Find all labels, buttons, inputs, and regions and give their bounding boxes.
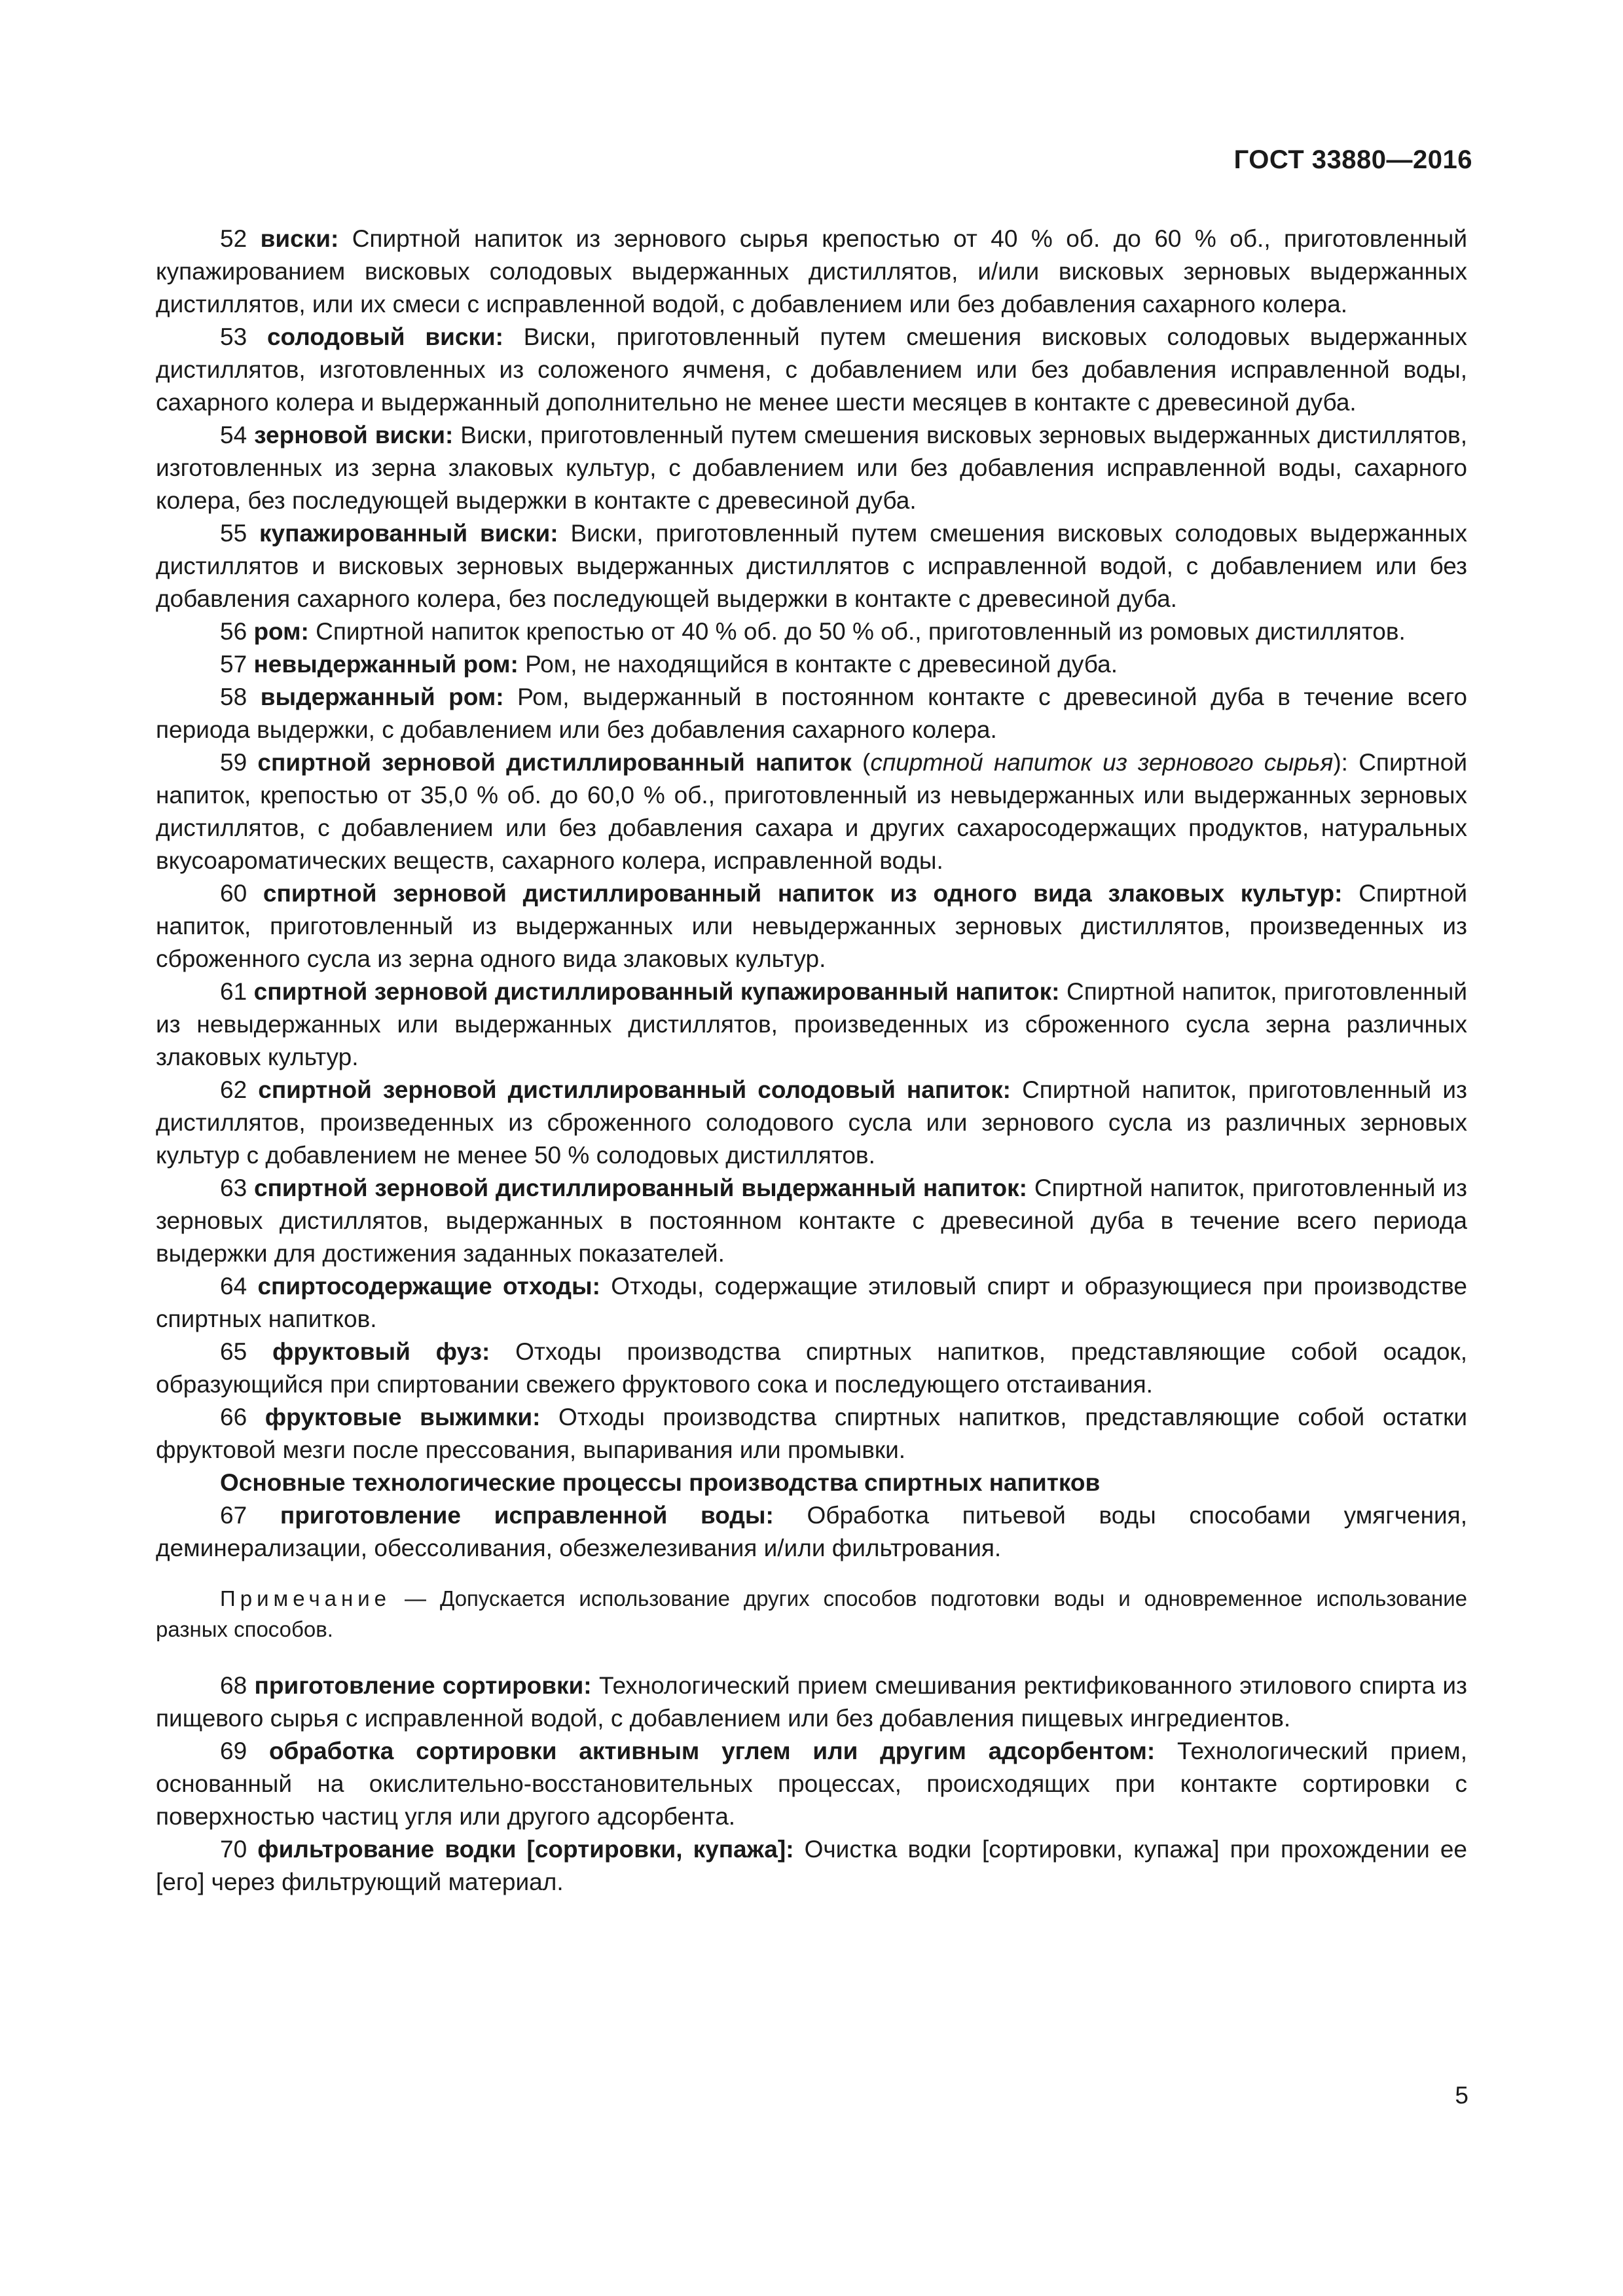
page-number: 5 (1455, 2082, 1468, 2109)
term: ром: (253, 618, 309, 645)
term: фруктовый фуз: (272, 1338, 490, 1365)
term: купажированный виски: (259, 520, 558, 547)
term: невыдержанный ром: (253, 651, 519, 678)
section-heading: Основные технологические процессы производства спиртных напитков (220, 1469, 1101, 1496)
term: спиртосодержащие отходы: (257, 1273, 600, 1300)
term-entry-55: 55 купажированный виски: Виски, приготовленный путем смешения висковых солодовых выдержанных дистиллятов и висковых зерновых выдержанных дистиллятов с исправленной водой, с добавлением или без добавления сахарного колера, без последующей выдержки в контакте с древесиной дуба. (156, 520, 1468, 612)
term: обработка сортировки активным углем или другим адсорбентом: (268, 1738, 1156, 1764)
term: спиртной зерновой дистиллированный напиток из одного вида злаковых культур: (263, 880, 1343, 907)
term-entry-53: 53 солодовый виски: Виски, приготовленный путем смешения висковых солодовых выдержанных дистиллятов, изготовленных из соложеного ячменя, с добавлением или без добавления исправленной воды, сахарного колера и выдержанный дополнительно не менее шести месяцев в контакте с древесиной дуба. (156, 323, 1467, 416)
term-entry-54: 54 зерновой виски: Виски, приготовленный путем смешения висковых зерновых выдержанных дистиллятов, изготовленных из зерна злаковых культур, с добавлением или без добавления исправленной воды, сахарного колера, без последующей выдержки в контакте с древесиной дуба. (156, 422, 1467, 514)
term-entry-58: 58 выдержанный ром: Ром, выдержанный в постоянном контакте с древесиной дуба в течение всего периода выдержки, с добавлением или без добавления сахарного колера. (156, 683, 1468, 743)
term-entry-62: 62 спиртной зерновой дистиллированный солодовый напиток: Спиртной напиток, приготовленный из дистиллятов, произведенных из сброженного солодового сусла или зернового сусла из различных зерновых культур с добавлением не менее 50 % солодовых дистиллятов. (156, 1076, 1468, 1169)
note-label: Примечание (220, 1586, 392, 1611)
term: спиртной зерновой дистиллированный выдержанный напиток: (254, 1175, 1027, 1201)
document-id: ГОСТ 33880—2016 (1233, 145, 1472, 174)
term-entry-60: 60 спиртной зерновой дистиллированный напиток из одного вида злаковых культур: Спиртной напиток, приготовленный из выдержанных или невыдержанных зерновых дистиллятов, произведенных из сброженного сусла из зерна одного вида злаковых культур. (156, 880, 1468, 972)
term: спиртной зерновой дистиллированный напиток (257, 749, 852, 776)
term: фильтрование водки [сортировки, купажа]: (257, 1836, 794, 1863)
term-entry-57: 57 невыдержанный ром: Ром, не находящийся в контакте с древесиной дуба. (220, 651, 1118, 678)
term-entry-65: 65 фруктовый фуз: Отходы производства спиртных напитков, представляющие собой осадок, образующийся при спиртовании свежего фруктового сока и последующего отстаивания. (156, 1338, 1467, 1398)
term: солодовый виски: (266, 323, 503, 350)
term: фруктовые выжимки: (264, 1404, 541, 1430)
term-entry-59: 59 спиртной зерновой дистиллированный напиток (спиртной напиток из зернового сырья): Спиртной напиток, крепостью от 35,0 % об. до 60,0 % об., приготовленный из невыдержанных или выдержанных зерновых дистиллятов, с добавлением или без добавления сахара и других сахаросодержащих продуктов, натуральных вкусоароматических веществ, сахарного колера, исправленной воды. (156, 749, 1468, 874)
term: приготовление исправленной воды: (280, 1502, 774, 1529)
term-entry-70: 70 фильтрование водки [сортировки, купажа]: Очистка водки [сортировки, купажа] при прохождении ее [его] через фильтрующий материал. (156, 1836, 1467, 1895)
note: Примечание — Допускается использование других способов подготовки воды и одновременное использование разных способов. (156, 1586, 1467, 1641)
term-entry-56: 56 ром: Спиртной напиток крепостью от 40 % об. до 50 % об., приготовленный из ромовых дистиллятов. (220, 618, 1406, 645)
term-entry-61: 61 спиртной зерновой дистиллированный купажированный напиток: Спиртной напиток, приготовленный из невыдержанных или выдержанных дистиллятов, произведенных из сброженного сусла зерна различных злаковых культур. (156, 978, 1467, 1070)
term-entry-68: 68 приготовление сортировки: Технологический прием смешивания ректификованного этилового спирта из пищевого сырья с исправленной водой, с добавлением или без добавления пищевых ингредиентов. (156, 1672, 1467, 1732)
term: спиртной зерновой дистиллированный солодовый напиток: (258, 1076, 1011, 1103)
term: приготовление сортировки: (254, 1672, 592, 1699)
term: выдержанный ром: (260, 683, 504, 710)
term: виски: (260, 225, 339, 252)
term-entry-63: 63 спиртной зерновой дистиллированный выдержанный напиток: Спиртной напиток, приготовленный из зерновых дистиллятов, выдержанных в постоянном контакте с древесиной дуба в течение всего периода выдержки для достижения заданных показателей. (156, 1175, 1468, 1267)
term-entry-66: 66 фруктовые выжимки: Отходы производства спиртных напитков, представляющие собой остатки фруктовой мезги после прессования, выпаривания или промывки. (156, 1404, 1467, 1463)
term-entry-69: 69 обработка сортировки активным углем или другим адсорбентом: Технологический прием, основанный на окислительно-восстановительных процессах, происходящих при контакте сортировки с поверхностью частиц угля или другого адсорбента. (156, 1738, 1468, 1830)
term: спиртной зерновой дистиллированный купажированный напиток: (253, 978, 1060, 1005)
document-body (156, 223, 1467, 1899)
term: зерновой виски: (254, 422, 454, 448)
term-entry-52: 52 виски: Спиртной напиток из зернового сырья крепостью от 40 % об. до 60 % об., приготовленный купажированием висковых солодовых выдержанных дистиллятов, и/или висковых зерновых выдержанных дистиллятов, или их смеси с исправленной водой, с добавлением или без добавления сахарного колера. (156, 225, 1467, 318)
alt-term: спиртной напиток из зернового сырья (870, 749, 1334, 776)
term-entry-67: 67 приготовление исправленной воды: Обработка питьевой воды способами умягчения, деминерализации, обессоливания, обезжелезивания и/или фильтрования. (156, 1502, 1467, 1561)
term-entry-64: 64 спиртосодержащие отходы: Отходы, содержащие этиловый спирт и образующиеся при производстве спиртных напитков. (156, 1273, 1468, 1332)
